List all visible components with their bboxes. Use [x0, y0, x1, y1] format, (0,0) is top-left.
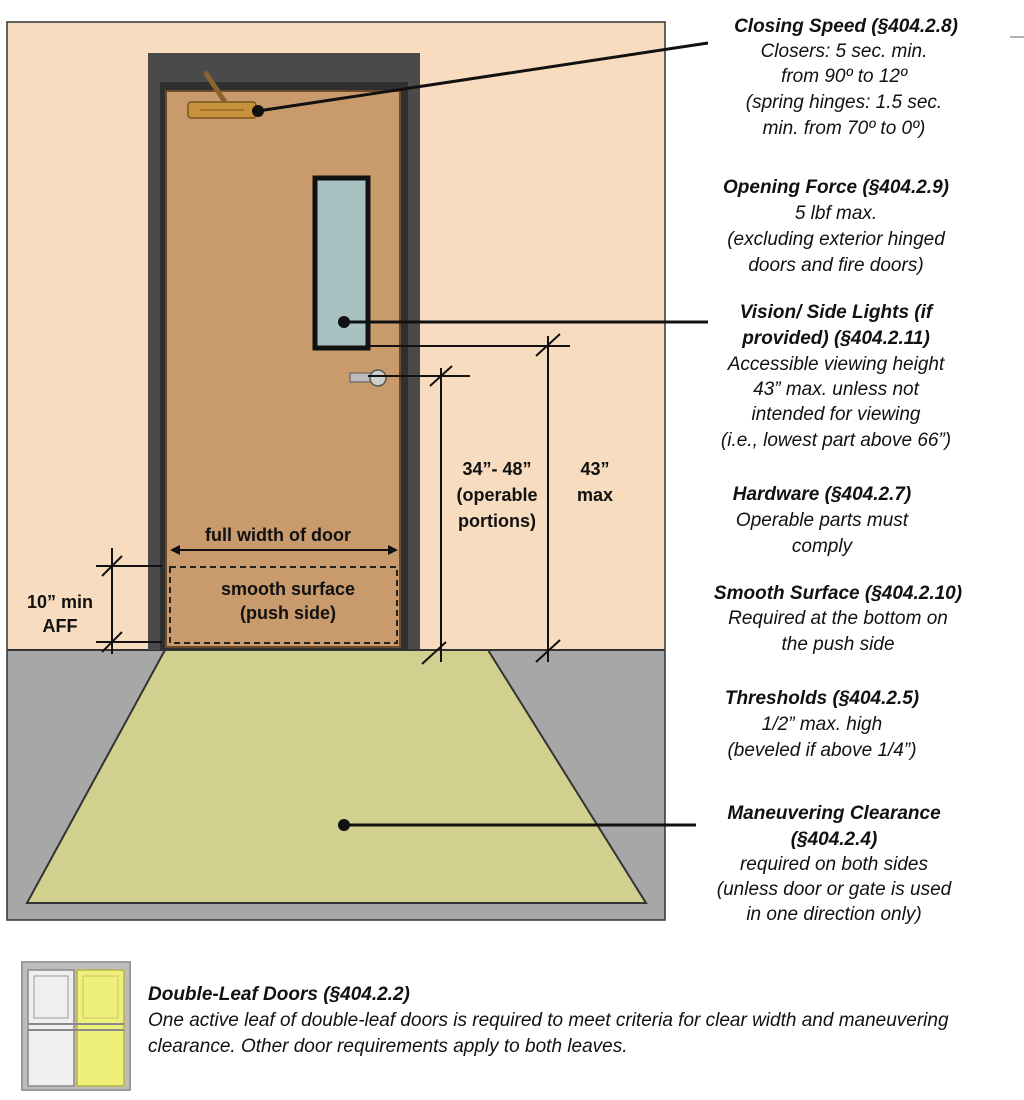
- maneuvering-title: (§404.2.4): [790, 829, 878, 850]
- opening-force-line: (excluding exterior hinged: [727, 229, 945, 250]
- hardware-title: Hardware (§404.2.7): [732, 484, 912, 505]
- clearance-leader-dot: [338, 819, 350, 831]
- vision-lights-title: provided) (§404.2.11): [742, 328, 930, 349]
- vision-lights-line: Accessible viewing height: [727, 354, 945, 375]
- vision-lights-title: Vision/ Side Lights (if: [739, 302, 933, 323]
- vision-max-label-1: 43”: [580, 459, 610, 479]
- smooth-surface-line: the push side: [781, 634, 895, 655]
- vision-lights-line: 43” max. unless not: [753, 379, 919, 400]
- maneuvering-line: in one direction only): [746, 904, 922, 925]
- thresholds-line: 1/2” max. high: [761, 714, 883, 735]
- double-leaf-body: One active leaf of double-leaf doors is required to meet criteria for clear width and maneuvering clearance. Other door requirements apply to both leaves.: [148, 1010, 949, 1057]
- hardware-range-label-2: (operable: [456, 485, 538, 505]
- hardware-range-label-3: portions): [458, 511, 536, 531]
- door-leaf: [166, 91, 400, 647]
- thresholds-line: (beveled if above 1/4”): [727, 740, 917, 761]
- vision-leader-dot: [338, 316, 350, 328]
- smooth-surface-label-1: smooth surface: [220, 579, 356, 599]
- opening-force-line: doors and fire doors): [748, 255, 924, 276]
- hardware-line: comply: [791, 536, 853, 557]
- double-leaf-title: Double-Leaf Doors (§404.2.2): [148, 984, 410, 1005]
- vision-max-label-2: max: [576, 485, 614, 505]
- smooth-surface-title: Smooth Surface (§404.2.10): [713, 583, 963, 604]
- vision-lights-line: intended for viewing: [751, 404, 921, 425]
- closing-speed-line: (spring hinges: 1.5 sec.: [745, 92, 943, 113]
- maneuvering-line: required on both sides: [739, 854, 929, 875]
- double-leaf-note: [148, 982, 1008, 1060]
- double-leaf-door-icon: [22, 962, 130, 1090]
- thresholds-title: Thresholds (§404.2.5): [724, 688, 920, 709]
- full-width-label: full width of door: [205, 525, 351, 545]
- closing-speed-line: from 90º to 12º: [781, 66, 907, 87]
- opening-force-title: Opening Force (§404.2.9): [723, 177, 949, 198]
- maneuvering-line: (unless door or gate is used: [716, 879, 952, 900]
- min-aff-label-1: 10” min: [26, 592, 94, 612]
- smooth-surface-label-2: (push side): [239, 603, 337, 623]
- opening-force-line: 5 lbf max.: [794, 203, 878, 224]
- hardware-line: Operable parts must: [735, 510, 909, 531]
- vision-lights-line: (i.e., lowest part above 66”): [720, 430, 952, 451]
- smooth-surface-line: Required at the bottom on: [728, 608, 948, 629]
- closer-leader-dot: [252, 105, 264, 117]
- hardware-range-label-1: 34”- 48”: [462, 459, 532, 479]
- maneuvering-title: Maneuvering Clearance: [727, 803, 941, 824]
- closing-speed-title: Closing Speed (§404.2.8): [734, 16, 958, 37]
- closing-speed-line: Closers: 5 sec. min.: [760, 41, 928, 62]
- closing-speed-line: min. from 70º to 0º): [762, 118, 926, 139]
- min-aff-label-2: AFF: [42, 616, 78, 636]
